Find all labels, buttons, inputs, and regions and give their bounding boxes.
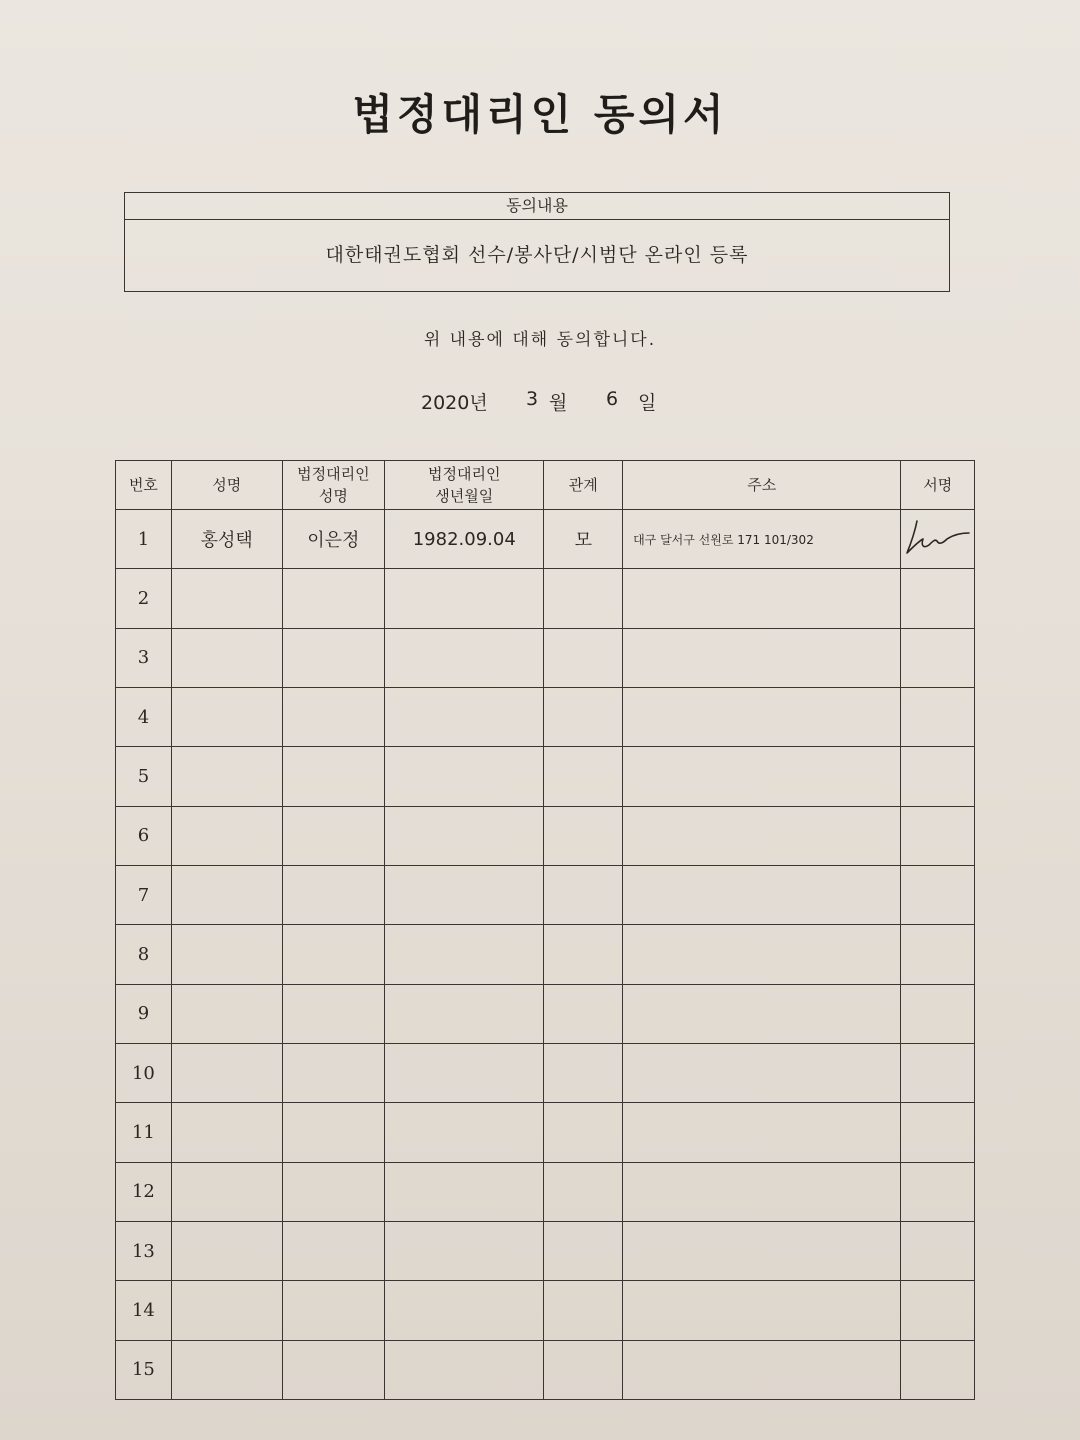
cell-address [623,1281,901,1340]
header-name: 성명 [171,461,282,510]
cell-address: 대구 달서구 선원로 171 101/302 [623,510,901,569]
table-body [116,510,975,1400]
cell-guardian-birth [385,925,544,984]
cell-no: 6 [116,806,172,865]
cell-address [623,1162,901,1221]
date-year: 2020년 [421,392,488,414]
table-row [116,687,975,746]
cell-signature [901,865,975,924]
cell-relation: 모 [544,510,623,569]
cell-name [171,628,282,687]
header-guardian-birth-line2: 생년월일 [435,487,494,505]
cell-guardian-name [282,1221,384,1280]
cell-no: 5 [116,747,172,806]
cell-guardian-name [282,984,384,1043]
guardian-table [115,460,975,1400]
cell-no: 4 [116,687,172,746]
cell-name [171,806,282,865]
cell-signature [901,1103,975,1162]
cell-address [623,865,901,924]
cell-address [623,984,901,1043]
cell-relation [544,865,623,924]
cell-guardian-birth [385,1340,544,1399]
cell-relation [544,984,623,1043]
table-row [116,628,975,687]
table-row [116,1103,975,1162]
cell-address [623,569,901,628]
cell-signature [901,925,975,984]
table-header-row [116,461,975,510]
cell-guardian-name: 이은정 [282,510,384,569]
cell-relation [544,806,623,865]
cell-relation [544,628,623,687]
table-row [116,984,975,1043]
cell-guardian-birth [385,569,544,628]
header-guardian-birth-line1: 법정대리인 [428,465,501,483]
cell-no: 13 [116,1221,172,1280]
cell-name [171,569,282,628]
date-month-unit: 월 [549,392,568,414]
cell-signature [901,569,975,628]
cell-address [623,1221,901,1280]
header-guardian-name-line1: 법정대리인 [297,465,370,483]
table-row [116,510,975,569]
cell-signature [901,1221,975,1280]
cell-guardian-birth [385,1043,544,1102]
cell-guardian-birth [385,1281,544,1340]
cell-name [171,1043,282,1102]
cell-guardian-birth: 1982.09.04 [385,510,544,569]
cell-name [171,747,282,806]
handwritten-signature [903,517,973,561]
date-day: 6 [606,388,619,410]
cell-name [171,687,282,746]
cell-signature [901,1281,975,1340]
cell-no: 12 [116,1162,172,1221]
cell-signature [901,687,975,746]
cell-relation [544,1043,623,1102]
cell-relation [544,687,623,746]
table-row [116,1221,975,1280]
cell-signature [901,1162,975,1221]
table-row [116,925,975,984]
cell-name [171,984,282,1043]
cell-address [623,806,901,865]
cell-guardian-birth [385,1103,544,1162]
cell-no: 3 [116,628,172,687]
cell-relation [544,1221,623,1280]
cell-relation [544,1162,623,1221]
cell-guardian-birth [385,687,544,746]
table-row [116,1281,975,1340]
cell-no: 2 [116,569,172,628]
cell-relation [544,1103,623,1162]
date-month: 3 [526,388,539,410]
header-guardian-birth [385,461,544,510]
cell-no: 15 [116,1340,172,1399]
cell-guardian-birth [385,806,544,865]
cell-name [171,1162,282,1221]
cell-relation [544,1281,623,1340]
cell-guardian-birth [385,865,544,924]
cell-guardian-name [282,1340,384,1399]
cell-guardian-name [282,687,384,746]
agree-statement: 위 내용에 대해 동의합니다. [423,330,657,350]
cell-signature [901,984,975,1043]
cell-name [171,1281,282,1340]
cell-guardian-name [282,806,384,865]
cell-signature [901,628,975,687]
cell-name: 홍성택 [171,510,282,569]
cell-guardian-birth [385,1221,544,1280]
cell-address [623,687,901,746]
cell-signature [901,747,975,806]
cell-guardian-birth [385,1162,544,1221]
cell-signature [901,510,975,569]
cell-guardian-name [282,1043,384,1102]
header-guardian-name-line2: 성명 [318,487,348,505]
cell-no: 10 [116,1043,172,1102]
cell-guardian-name [282,569,384,628]
cell-no: 9 [116,984,172,1043]
cell-relation [544,569,623,628]
header-signature: 서명 [901,461,975,510]
table-row [116,1340,975,1399]
cell-no: 14 [116,1281,172,1340]
header-no: 번호 [116,461,172,510]
cell-address [623,1340,901,1399]
cell-guardian-birth [385,984,544,1043]
cell-guardian-name [282,1103,384,1162]
cell-guardian-name [282,628,384,687]
header-relation: 관계 [544,461,623,510]
cell-guardian-name [282,865,384,924]
cell-guardian-birth [385,628,544,687]
cell-guardian-name [282,925,384,984]
table-row [116,747,975,806]
header-guardian-name [282,461,384,510]
cell-guardian-name [282,1281,384,1340]
cell-address [623,628,901,687]
cell-no: 7 [116,865,172,924]
cell-signature [901,1043,975,1102]
cell-relation [544,925,623,984]
cell-name [171,1103,282,1162]
table-row [116,806,975,865]
cell-name [171,1221,282,1280]
consent-body: 대한태권도협회 선수/봉사단/시범단 온라인 등록 [325,244,749,266]
consent-header: 동의내용 [125,193,949,220]
cell-guardian-birth [385,747,544,806]
cell-guardian-name [282,747,384,806]
cell-address [623,1043,901,1102]
consent-content-box [124,192,950,292]
table-row [116,569,975,628]
cell-signature [901,806,975,865]
cell-name [171,1340,282,1399]
date-line [0,388,1080,418]
cell-no: 8 [116,925,172,984]
header-address: 주소 [623,461,901,510]
table-row [116,1043,975,1102]
cell-address [623,925,901,984]
date-day-unit: 일 [638,392,657,414]
cell-name [171,925,282,984]
cell-guardian-name [282,1162,384,1221]
table-row [116,1162,975,1221]
cell-signature [901,1340,975,1399]
cell-relation [544,747,623,806]
cell-name [171,865,282,924]
cell-no: 11 [116,1103,172,1162]
cell-relation [544,1340,623,1399]
table-row [116,865,975,924]
cell-no: 1 [116,510,172,569]
cell-address [623,747,901,806]
cell-address [623,1103,901,1162]
document-title: 법정대리인 동의서 [352,90,728,139]
